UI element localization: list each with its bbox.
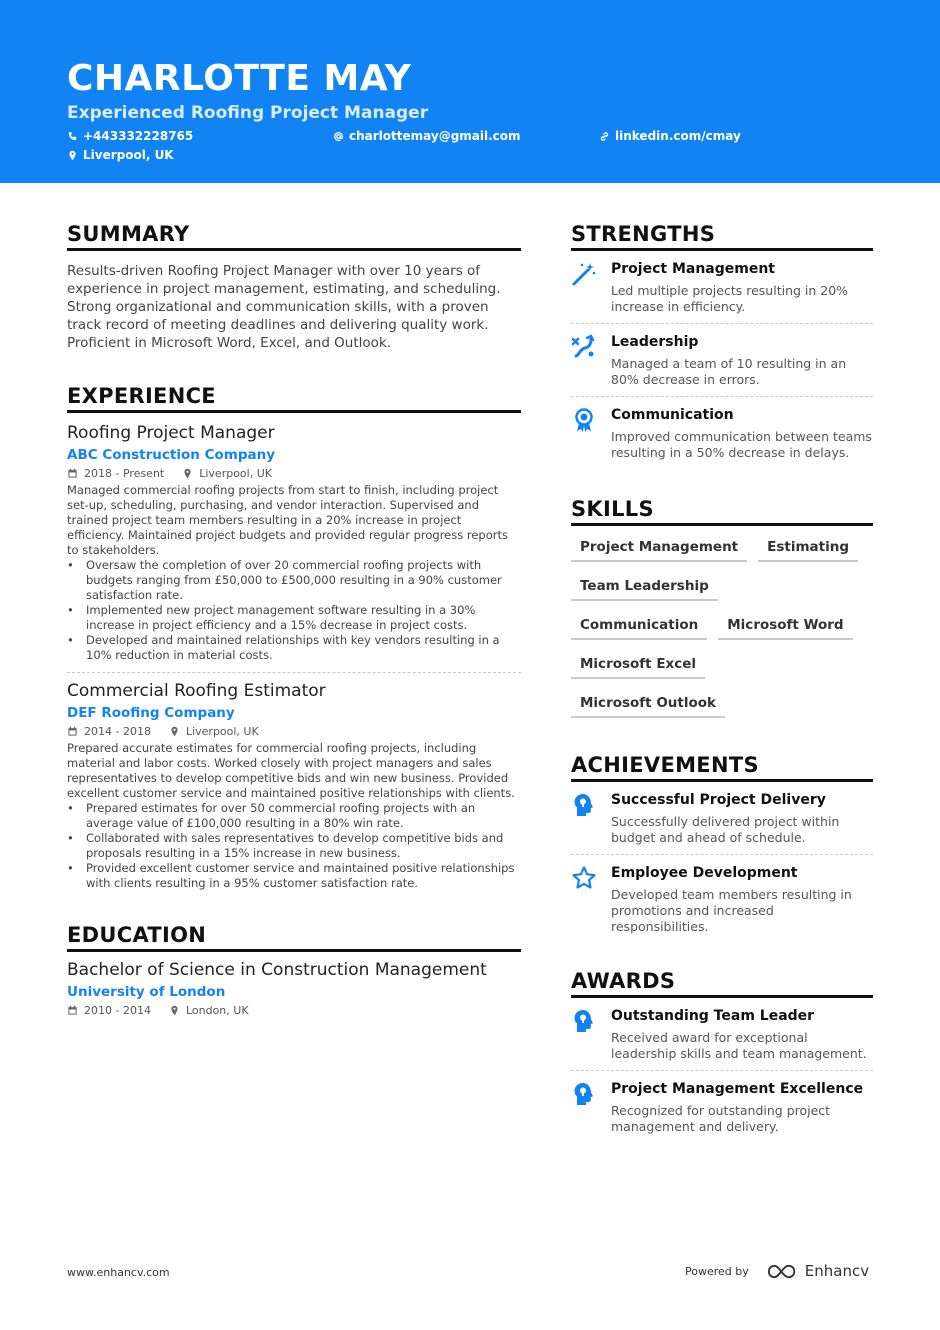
- strength-title: Leadership: [611, 334, 699, 350]
- achievement-desc: Successfully delivered project within budget and ahead of schedule.: [611, 814, 840, 845]
- summary-section: [67, 222, 521, 352]
- location-text: Liverpool, UK: [83, 148, 174, 162]
- enhancv-logo-text: Enhancv: [804, 1262, 870, 1280]
- email-contact[interactable]: [333, 129, 521, 143]
- job-meta: [67, 467, 521, 480]
- strengths-section: [571, 222, 873, 469]
- awards-section: [571, 969, 873, 1143]
- experience-heading: EXPERIENCE: [67, 384, 521, 413]
- job-bullet: • Prepared estimates for over 50 commercial roofing projects with an average value of £100,000 resulting in a 80% win rate.: [67, 801, 521, 831]
- star-icon: [571, 865, 597, 891]
- map-pin-icon: [169, 1005, 180, 1016]
- head-bulb-icon: [571, 1008, 597, 1034]
- experience-entry: [67, 423, 521, 663]
- calendar-icon: [67, 1005, 78, 1016]
- job-bullet: • Provided excellent customer service and maintained positive relationships with clients resulting in a 95% customer satisfaction rate.: [67, 861, 521, 891]
- candidate-name: CHARLOTTE MAY: [67, 58, 412, 99]
- skill-tag: Microsoft Outlook: [571, 689, 725, 718]
- summary-heading: SUMMARY: [67, 222, 521, 251]
- skills-section: [571, 497, 873, 728]
- job-title: Commercial Roofing Estimator: [67, 681, 326, 701]
- job-bullet: • Oversaw the completion of over 20 commercial roofing projects with budgets ranging from £50,000 to £500,000 resulting in a 90% customer satisfaction rate.: [67, 558, 521, 603]
- right-column: [571, 222, 873, 1143]
- company-name[interactable]: ABC Construction Company: [67, 447, 275, 463]
- left-column: [67, 222, 521, 1017]
- skill-tag: Microsoft Excel: [571, 650, 705, 679]
- summary-text: Results-driven Roofing Project Manager with over 10 years of experience in project management, estimating, and scheduling. Strong organizational and communication skills, with a proven track record of meeting deadlines and delivering quality work. Proficient in Microsoft Word, Excel, and Outlook.: [67, 263, 501, 351]
- job-location: Liverpool, UK: [182, 467, 272, 480]
- strength-item: [571, 251, 873, 323]
- education-dates: 2010 - 2014: [67, 1004, 151, 1017]
- job-bullet: • Implemented new project management software resulting in a 30% increase in project efficiency and a 15% decrease in project costs.: [67, 603, 521, 633]
- achievements-section: [571, 753, 873, 943]
- job-dates: 2018 - Present: [67, 467, 164, 480]
- linkedin-url: linkedin.com/cmay: [615, 129, 741, 143]
- job-bullet: • Collaborated with sales representatives to develop competitive bids and proposals resulting in a 15% increase in new business.: [67, 831, 521, 861]
- head-bulb-icon: [571, 1081, 597, 1107]
- education-section: [67, 923, 521, 1017]
- job-dates: 2014 - 2018: [67, 725, 151, 738]
- school-name[interactable]: University of London: [67, 984, 226, 1000]
- map-pin-icon: [182, 468, 193, 479]
- achievement-title: Employee Development: [611, 865, 798, 881]
- awards-heading: AWARDS: [571, 969, 873, 998]
- powered-by-label: Powered by: [685, 1264, 749, 1278]
- achievement-title: Successful Project Delivery: [611, 792, 826, 808]
- education-heading: EDUCATION: [67, 923, 521, 952]
- achievement-desc: Developed team members resulting in promotions and increased responsibilities.: [611, 887, 852, 934]
- linkedin-contact[interactable]: [599, 129, 741, 143]
- skills-list: [571, 533, 873, 728]
- phone-icon: [67, 131, 78, 142]
- job-title: Roofing Project Manager: [67, 423, 275, 443]
- enhancv-logo[interactable]: [767, 1262, 869, 1280]
- award-item: [571, 1071, 873, 1143]
- skill-tag: Project Management: [571, 533, 747, 562]
- job-bullet: • Developed and maintained relationships with key vendors resulting in a 10% reduction in material costs.: [67, 633, 521, 663]
- strength-title: Project Management: [611, 261, 775, 277]
- enhancv-logo-icon: [767, 1263, 799, 1280]
- resume-header: [0, 0, 940, 183]
- map-pin-icon: [169, 726, 180, 737]
- strength-desc: Led multiple projects resulting in 20% increase in efficiency.: [611, 283, 849, 314]
- award-title: Project Management Excellence: [611, 1081, 864, 1097]
- strength-item: [571, 397, 873, 469]
- head-bulb-icon: [571, 792, 597, 818]
- phone-contact[interactable]: [67, 129, 193, 143]
- degree-title: Bachelor of Science in Construction Management: [67, 960, 487, 980]
- job-location: Liverpool, UK: [169, 725, 259, 738]
- route-icon: [571, 334, 597, 360]
- skill-tag: Team Leadership: [571, 572, 718, 601]
- job-bullets: [67, 801, 521, 891]
- award-ribbon-icon: [571, 407, 597, 433]
- job-meta: [67, 725, 521, 738]
- achievement-item: [571, 855, 873, 943]
- education-meta: [67, 1004, 521, 1017]
- award-desc: Received award for exceptional leadership skills and team management.: [611, 1030, 867, 1061]
- education-location: London, UK: [169, 1004, 249, 1017]
- strength-desc: Improved communication between teams resulting in a 50% decrease in delays.: [611, 429, 872, 460]
- experience-entry: [67, 681, 521, 891]
- skills-heading: SKILLS: [571, 497, 873, 526]
- at-sign-icon: [333, 131, 344, 142]
- strengths-heading: STRENGTHS: [571, 222, 873, 251]
- skill-tag: Estimating: [758, 533, 858, 562]
- job-description: Managed commercial roofing projects from start to finish, including project set-up, scheduling, purchasing, and vendor interaction. Supervised and trained project team members resulting in a 20% increase in project efficiency. Maintained project budgets and provided regular progress reports to stakeholders.: [67, 483, 508, 557]
- phone-number: +443332228765: [83, 129, 194, 143]
- company-name[interactable]: DEF Roofing Company: [67, 705, 235, 721]
- entry-divider: [67, 672, 521, 673]
- footer-website[interactable]: www.enhancv.com: [67, 1266, 170, 1279]
- strength-item: [571, 324, 873, 396]
- location-contact: [67, 148, 174, 162]
- calendar-icon: [67, 468, 78, 479]
- footer-branding: [685, 1262, 869, 1280]
- link-icon: [599, 131, 610, 142]
- achievement-item: [571, 782, 873, 854]
- map-pin-icon: [67, 150, 78, 161]
- achievements-heading: ACHIEVEMENTS: [571, 753, 873, 782]
- skill-tag: Microsoft Word: [718, 611, 852, 640]
- calendar-icon: [67, 726, 78, 737]
- email-address: charlottemay@gmail.com: [349, 129, 521, 143]
- job-bullets: [67, 558, 521, 663]
- strength-title: Communication: [611, 407, 734, 423]
- magic-wand-icon: [571, 261, 597, 287]
- job-description: Prepared accurate estimates for commercial roofing projects, including material and labor costs. Worked closely with project managers and sales representatives to develop competitive bids and win new business. Provided excellent customer service and maintained positive relationships with clients.: [67, 741, 515, 800]
- skill-tag: Communication: [571, 611, 707, 640]
- candidate-title: Experienced Roofing Project Manager: [67, 103, 429, 123]
- strength-desc: Managed a team of 10 resulting in an 80% decrease in errors.: [611, 356, 847, 387]
- award-item: [571, 998, 873, 1070]
- award-desc: Recognized for outstanding project management and delivery.: [611, 1103, 831, 1134]
- experience-section: [67, 384, 521, 891]
- award-title: Outstanding Team Leader: [611, 1008, 815, 1024]
